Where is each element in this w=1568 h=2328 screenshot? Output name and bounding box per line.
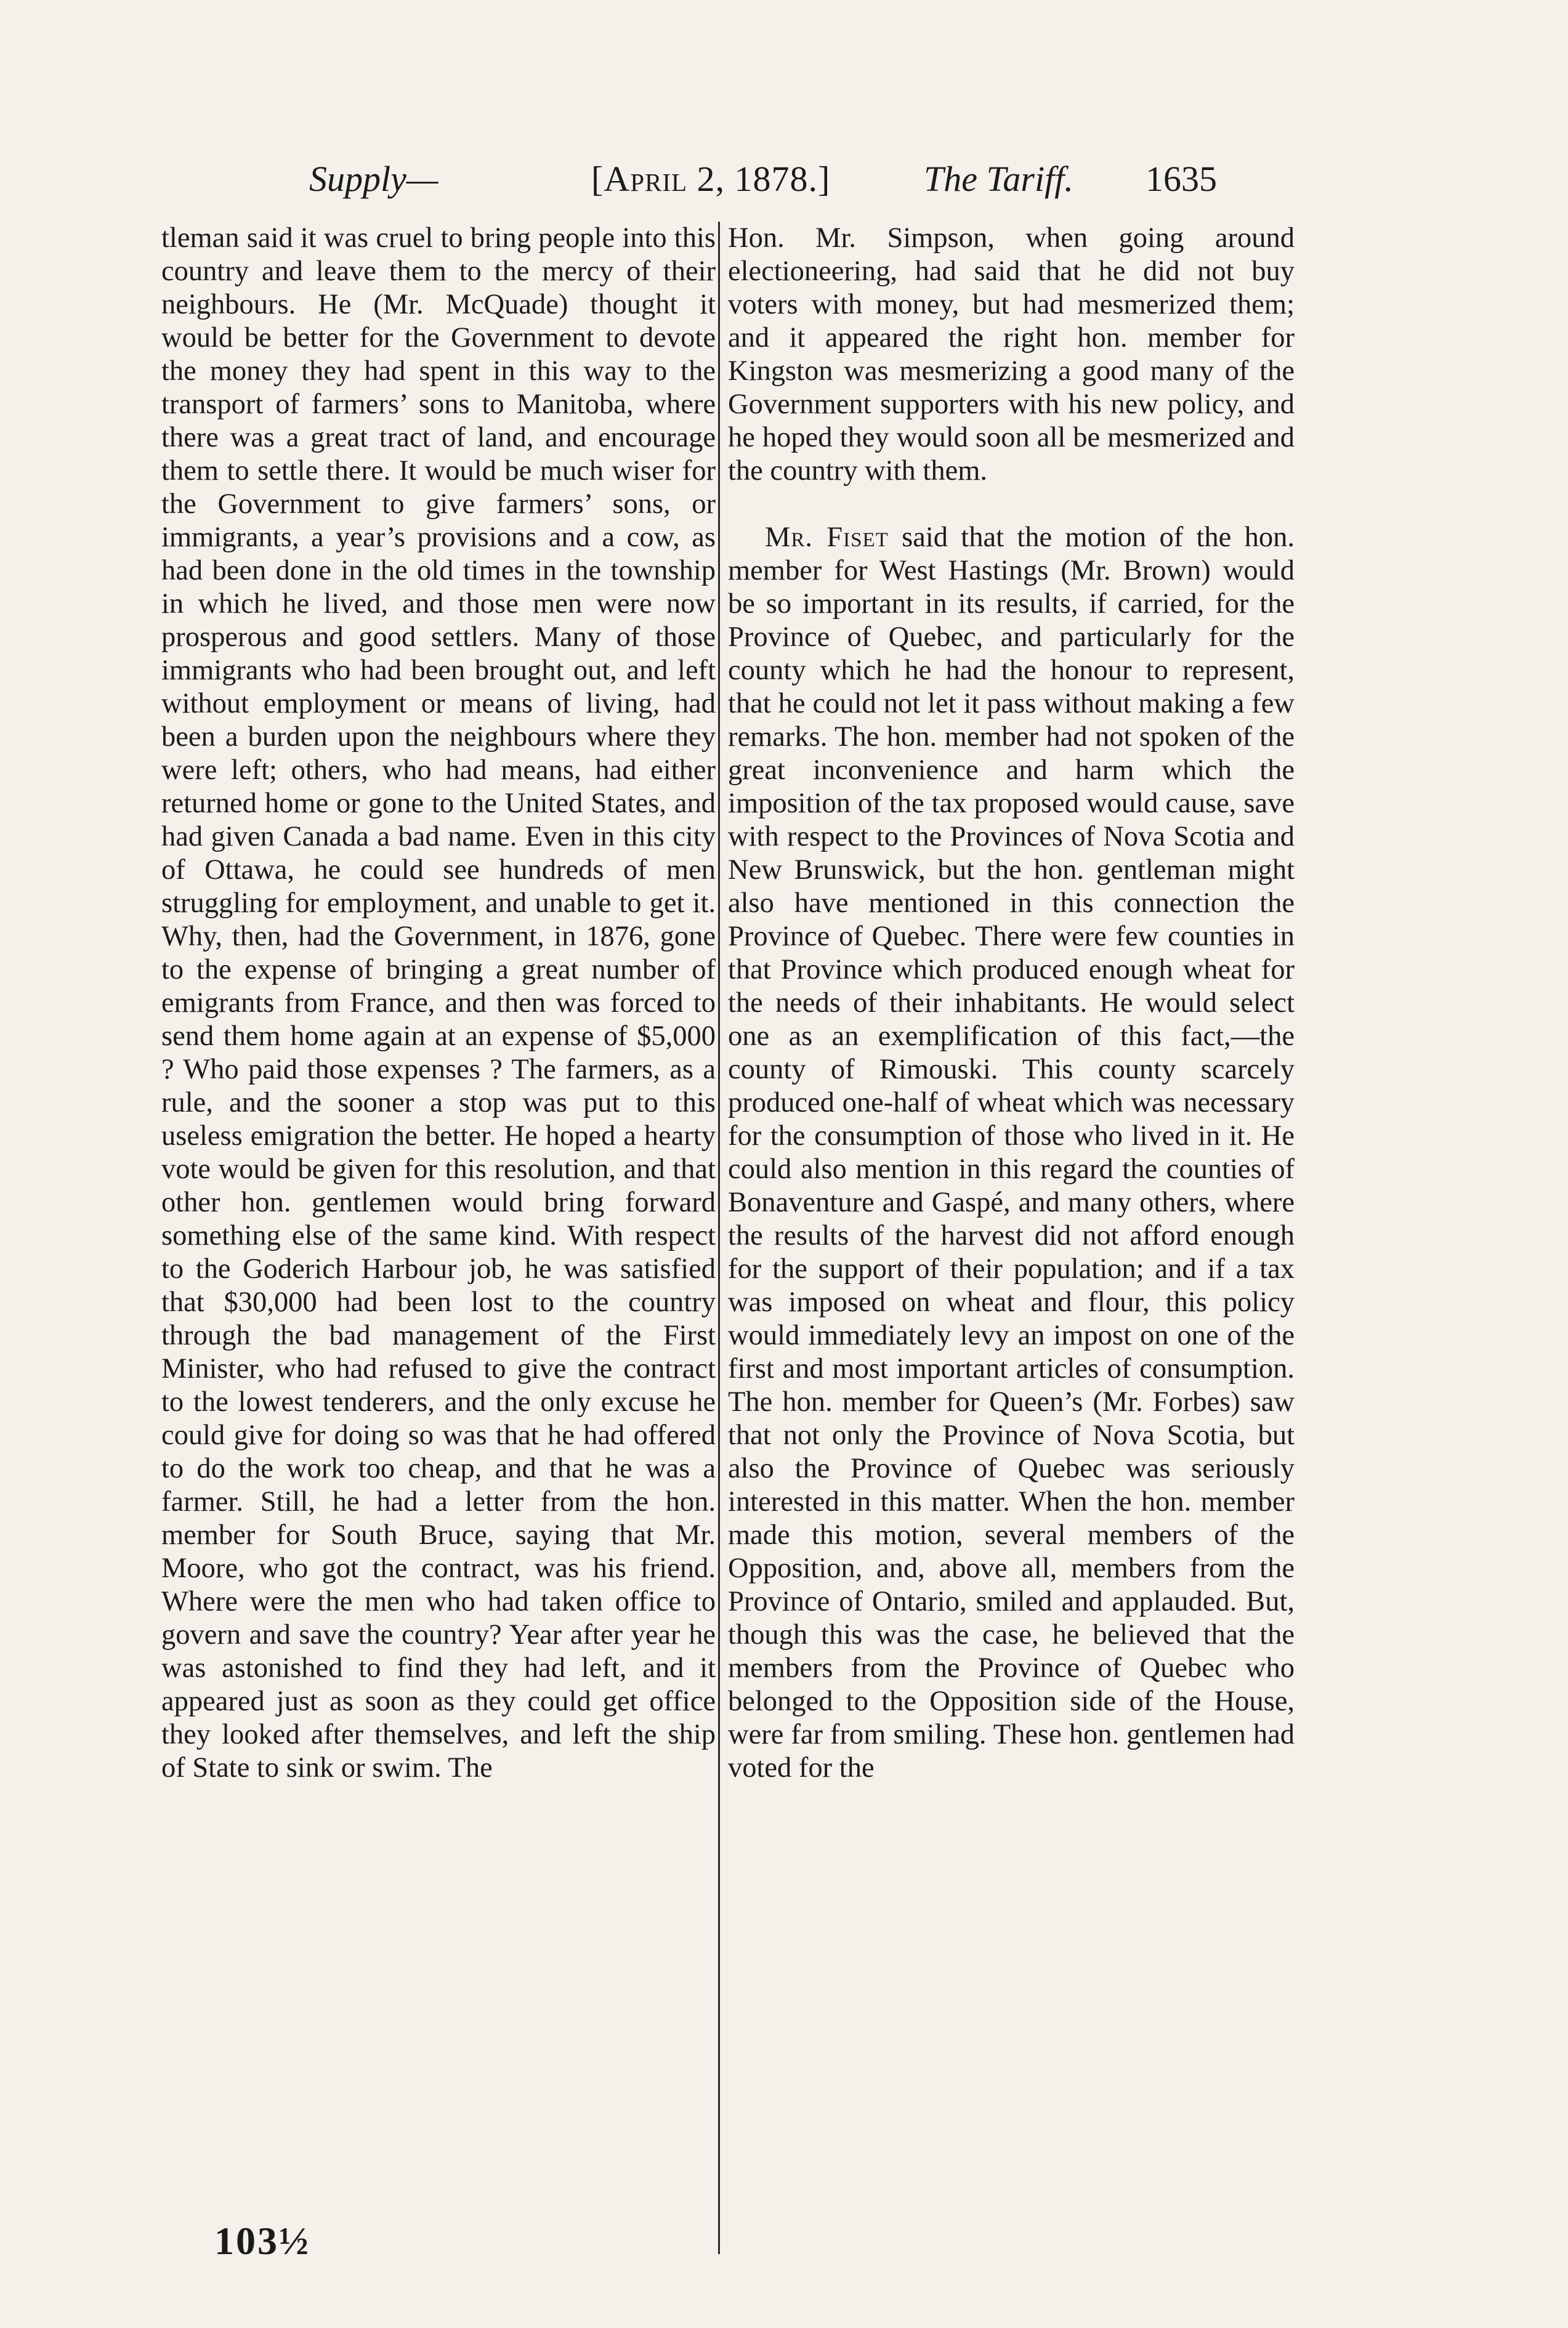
- column-divider: [718, 222, 720, 2254]
- speaker-name: Mr. Fiset: [765, 522, 889, 553]
- right-paragraph-1: Hon. Mr. Simpson, when going around electioneering, had said that he did not buy voters with money, but had mesmerized them; and it appeared the right hon. member for Kingston was mesmerizing a good many of the Government supporters with his new policy, and he hoped they would soon all be mesmerized and the country with them.: [728, 222, 1295, 487]
- header-section: Supply—: [309, 159, 438, 199]
- header-topic: The Tariff.: [924, 159, 1073, 199]
- right-column: [728, 222, 1295, 1785]
- signature-mark: 103½: [214, 2219, 310, 2263]
- left-column: [161, 222, 716, 1785]
- speech-text: said that the motion of the hon. member for West Hastings (Mr. Brown) would be so important in its results, if carried, for the Province of Quebec, and particularly for the county which he had the honour to represent, that he could not let it pass without making a few remarks. The hon. member had not spoken of the great inconvenience and harm which the imposition of the tax proposed would cause, save with respect to the Provinces of Nova Scotia and New Brunswick, but the hon. gentleman might also have mentioned in this connection the Province of Quebec. There were few counties in that Province which produced enough wheat for the needs of their inhabitants. He would select one as an exemplification of this fact,—the county of Rimouski. This county scarcely produced one-half of wheat which was necessary for the consumption of those who lived in it. He could also mention in this regard the counties of Bonaventure and Gaspé, and many others, where the results of the harvest did not afford enough for the support of their population; and if a tax was imposed on wheat and flour, this policy would immediately levy an impost on one of the first and most important articles of consumption. The hon. member for Queen’s (Mr. Forbes) saw that not only the Province of Nova Scotia, but also the Province of Quebec was seriously interested in this matter. When the hon. member made this motion, several members of the Opposition, and, above all, members from the Province of Ontario, smiled and applauded. But, though this was the case, he believed that the members from the Province of Quebec who belonged to the Opposition side of the House, were far from smiling. These hon. gentlemen had voted for the: [728, 522, 1295, 1784]
- running-header: [296, 152, 1293, 207]
- right-paragraph-2: [728, 521, 1295, 1785]
- header-date: [April 2, 1878.]: [591, 159, 831, 199]
- page-number: 1635: [1146, 159, 1217, 199]
- left-paragraph: tleman said it was cruel to bring people into this country and leave them to the mercy of their neighbours. He (Mr. McQuade) thought it would be better for the Government to devote the money they had spent in this way to the transport of farmers’ sons to Manitoba, where there was a great tract of land, and encourage them to settle there. It would be much wiser for the Government to give farmers’ sons, or immigrants, a year’s provisions and a cow, as had been done in the old times in the township in which he lived, and those men were now prosperous and good settlers. Many of those immigrants who had been brought out, and left without employment or means of living, had been a burden upon the neighbours where they were left; others, who had means, had either returned home or gone to the United States, and had given Canada a bad name. Even in this city of Ottawa, he could see hundreds of men struggling for employment, and unable to get it. Why, then, had the Government, in 1876, gone to the expense of bringing a great number of emigrants from France, and then was forced to send them home again at an expense of $5,000 ? Who paid those expenses ? The farmers, as a rule, and the sooner a stop was put to this useless emigration the better. He hoped a hearty vote would be given for this resolution, and that other hon. gentlemen would bring forward something else of the same kind. With respect to the Goderich Harbour job, he was satisfied that $30,000 had been lost to the country through the bad management of the First Minister, who had refused to give the contract to the lowest tenderers, and the only excuse he could give for doing so was that he had offered to do the work too cheap, and that he was a farmer. Still, he had a letter from the hon. member for South Bruce, saying that Mr. Moore, who got the contract, was his friend. Where were the men who had taken office to govern and save the country? Year after year he was astonished to find they had left, and it appeared just as soon as they could get office they looked after themselves, and left the ship of State to sink or swim. The: [161, 222, 716, 1784]
